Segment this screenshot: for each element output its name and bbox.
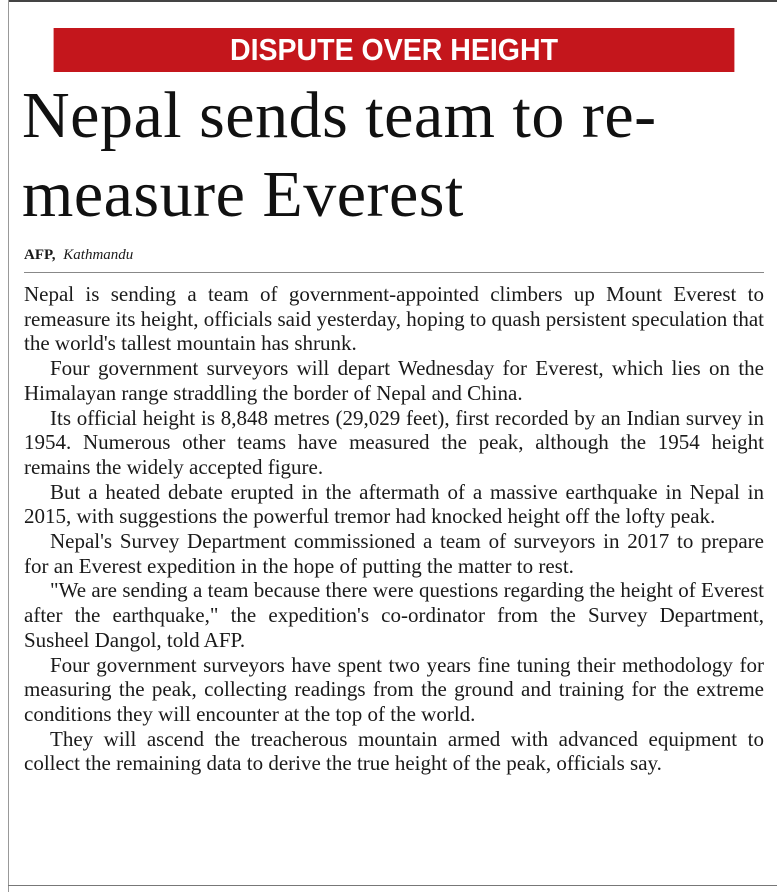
top-rule	[8, 0, 777, 2]
byline	[24, 245, 133, 265]
bottom-rule	[8, 885, 777, 886]
byline-location: Kathmandu	[63, 247, 134, 263]
byline-divider	[24, 272, 764, 273]
column-rule	[8, 0, 9, 892]
paragraph: Four government surveyors will depart Wednesday for Everest, which lies on the Himalayan range straddling the border of Nepal and China.	[24, 356, 764, 405]
byline-agency: AFP,	[24, 247, 56, 263]
article-body	[24, 282, 764, 776]
paragraph: Its official height is 8,848 metres (29,029 feet), first recorded by an Indian survey in 1954. Numerous other teams have measured the peak, although the 1954 height remains the widely accepted figure.	[24, 405, 764, 479]
paragraph: Four government surveyors have spent two years fine tuning their methodology for measuring the peak, collecting readings from the ground and training for the extreme conditions they will encounter at the top of the world.	[24, 652, 764, 726]
headline: Nepal sends team to re-measure Everest	[22, 79, 657, 231]
paragraph: They will ascend the treacherous mountain armed with advanced equipment to collect the remaining data to derive the true height of the peak, officials say.	[24, 726, 764, 776]
kicker-banner: DISPUTE OVER HEIGHT	[54, 28, 735, 72]
paragraph: But a heated debate erupted in the aftermath of a massive earthquake in Nepal in 2015, with suggestions the powerful tremor had knocked height off the lofty peak.	[24, 479, 764, 529]
paragraph: Nepal is sending a team of government-appointed climbers up Mount Everest to remeasure its height, officials said yesterday, hoping to quash persistent speculation that the world's tallest mountain has shrunk.	[24, 282, 764, 356]
paragraph: "We are sending a team because there were questions regarding the height of Everest after the earthquake," the expedition's co-ordinator from the Survey Department, Susheel Dangol, told AFP.	[24, 578, 764, 652]
paragraph: Nepal's Survey Department commissioned a team of surveyors in 2017 to prepare for an Everest expedition in the hope of putting the matter to rest.	[24, 529, 764, 578]
